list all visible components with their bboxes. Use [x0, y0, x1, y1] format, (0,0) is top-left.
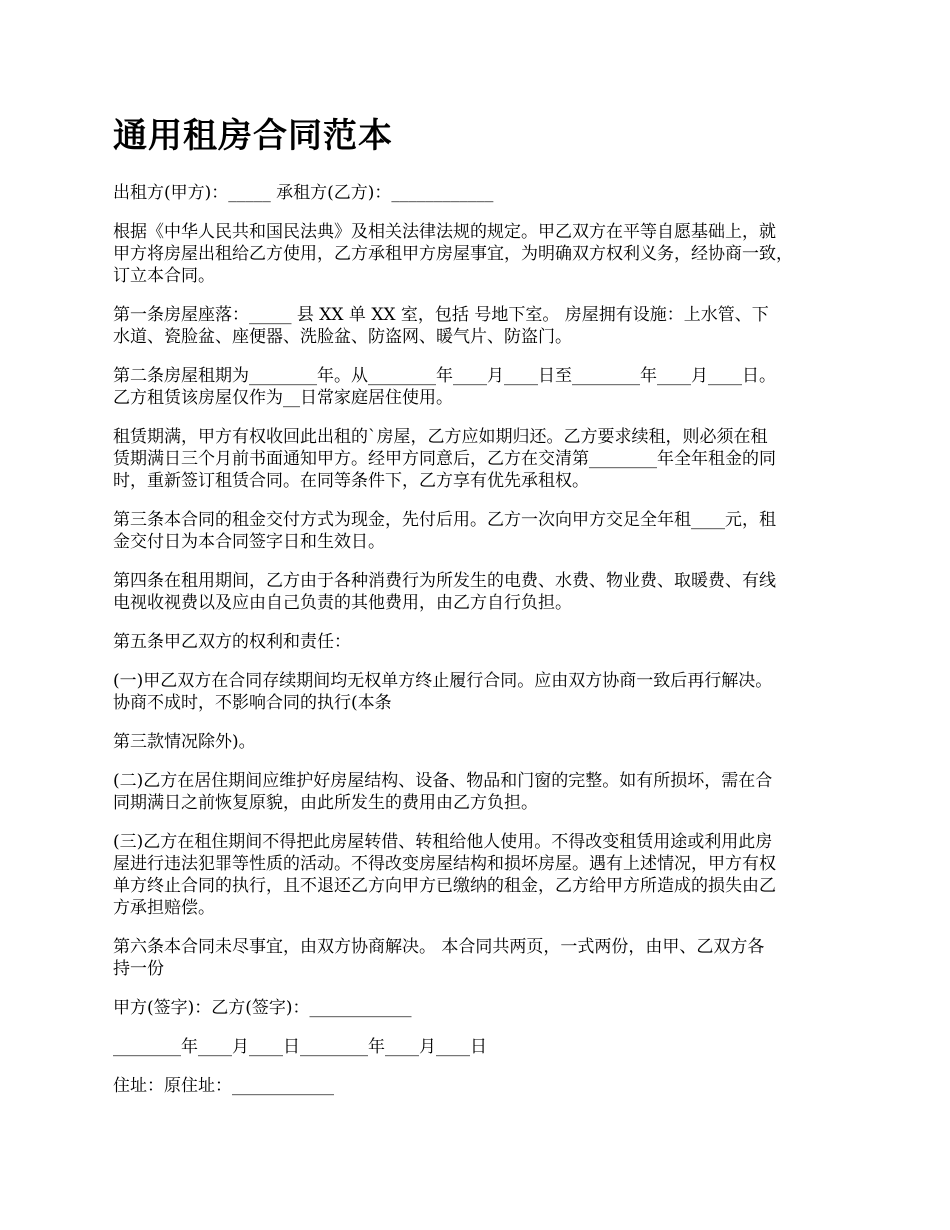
document-body [113, 182, 853, 1097]
paragraph [113, 1036, 853, 1058]
paragraph [113, 304, 853, 348]
paragraph-line: 屋进行违法犯罪等性质的活动。不得改变房屋结构和损坏房屋。遇有上述情况，甲方有权 [113, 854, 776, 874]
paragraph-line: 第三条本合同的租金交付方式为现金，先付后用。乙方一次向甲方交足全年租____元，租 [113, 510, 776, 530]
paragraph [113, 997, 853, 1019]
paragraph-line: (一)甲乙双方在合同存续期间均无权单方终止履行合同。应由双方协商一致后再行解决。 [113, 671, 773, 691]
paragraph-line: 时，重新签订租赁合同。在同等条件下，乙方享有优先承租权。 [113, 471, 589, 491]
paragraph-line: 根据《中华人民共和国民法典》及相关法律法规的规定。甲乙双方在平等自愿基础上，就 [113, 222, 776, 242]
paragraph-line: 甲方将房屋出租给乙方使用，乙方承租甲方房屋事宜，为明确双方权利义务，经协商一致， [113, 244, 793, 264]
paragraph [113, 631, 853, 653]
paragraph-line: 出租方(甲方)：_____ 承租方(乙方)：____________ [113, 183, 494, 203]
paragraph-line: 住址：原住址：____________ [113, 1076, 334, 1096]
paragraph-line: 金交付日为本合同签字日和生效日。 [113, 532, 385, 552]
paragraph-line: (二)乙方在居住期间应维护好房屋结构、设备、物品和门窗的完整。如有所损坏，需在合 [113, 771, 773, 791]
paragraph-line: 单方终止合同的执行，且不退还乙方向甲方已缴纳的租金，乙方给甲方所造成的损失由乙 [113, 876, 776, 896]
paragraph-line: 租赁期满，甲方有权收回此出租的`房屋，乙方应如期归还。乙方要求续租，则必须在租 [113, 427, 768, 447]
paragraph-line: 第三款情况除外)。 [113, 732, 256, 752]
paragraph-line: 电视收视费以及应由自己负责的其他费用，由乙方自行负担。 [113, 593, 572, 613]
paragraph [113, 936, 853, 980]
paragraph-line: 持一份 [113, 959, 164, 979]
paragraph-line: 水道、瓷脸盆、座便器、洗脸盆、防盗网、暖气片、防盗门。 [113, 327, 572, 347]
paragraph [113, 365, 853, 409]
paragraph-line: 第四条在租用期间，乙方由于各种消费行为所发生的电费、水费、物业费、取暖费、有线 [113, 571, 776, 591]
paragraph [113, 770, 853, 814]
paragraph-line: 第二条房屋租期为________年。从________年____月____日至________年____月____日。 [113, 366, 776, 386]
paragraph-line: (三)乙方在租住期间不得把此房屋转借、转租给他人使用。不得改变租赁用途或利用此房 [113, 832, 773, 852]
paragraph-line: 第六条本合同未尽事宜，由双方协商解决。 本合同共两页，一式两份，由甲、乙双方各 [113, 937, 765, 957]
paragraph-line: 订立本合同。 [113, 266, 215, 286]
paragraph [113, 221, 853, 287]
paragraph [113, 831, 853, 919]
paragraph [113, 509, 853, 553]
paragraph-line: 方承担赔偿。 [113, 898, 215, 918]
paragraph-line: 第一条房屋座落：_____ 县 XX 单 XX 室，包括 号地下室。 房屋拥有设施：上水管、下 [113, 305, 769, 325]
paragraph-line: 协商不成时，不影响合同的执行(本条 [113, 693, 392, 713]
paragraph [113, 670, 853, 714]
paragraph [113, 570, 853, 614]
paragraph-line: 赁期满日三个月前书面通知甲方。经甲方同意后，乙方在交清第________年全年租金的同 [113, 449, 776, 469]
paragraph [113, 1075, 853, 1097]
paragraph-line: 同期满日之前恢复原貌，由此所发生的费用由乙方负担。 [113, 793, 538, 813]
paragraph-line: ________年____月____日________年____月____日 [113, 1037, 487, 1057]
paragraph [113, 182, 853, 204]
paragraph-line: 乙方租赁该房屋仅作为__日常家庭居住使用。 [113, 388, 453, 408]
document-title: 通用租房合同范本 [113, 116, 393, 156]
paragraph [113, 731, 853, 753]
paragraph-line: 第五条甲乙双方的权利和责任： [113, 632, 351, 652]
document-page [113, 112, 853, 1114]
paragraph-line: 甲方(签字)：乙方(签字)：____________ [113, 998, 412, 1018]
paragraph [113, 426, 853, 492]
